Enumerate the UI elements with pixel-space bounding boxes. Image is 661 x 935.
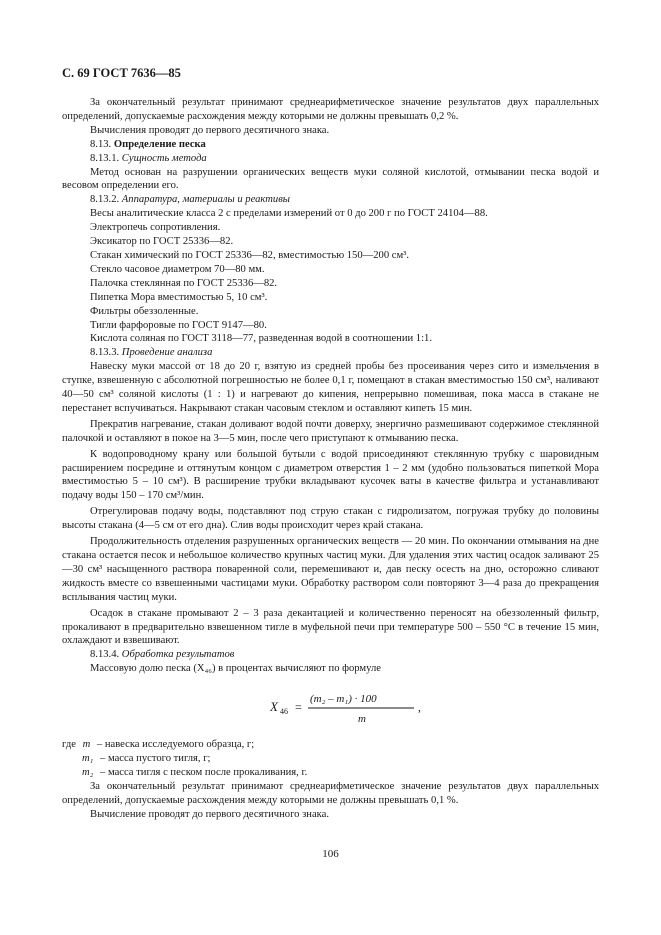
section-number: 8.13. <box>90 138 112 150</box>
section-8-13-2-heading <box>62 193 599 207</box>
formula-intro: Массовую долю песка (X₄₆) в процентах вычисляют по формуле <box>90 663 381 675</box>
paragraph-result: За окончательный результат принимают среднеарифметическое значение результатов двух параллельных определений, допускаемые расхождения между которыми не должны превышать 0,2 %. <box>62 97 599 122</box>
formula-denominator: m <box>358 713 366 726</box>
equipment-item: Стекло часовое диаметром 70—80 мм. <box>90 263 265 275</box>
equipment-item: Фильтры обеззоленные. <box>90 305 199 317</box>
section-title: Определение песка <box>113 138 206 150</box>
equipment-item: Электропечь сопротивления. <box>90 222 221 234</box>
legend-text: – масса тигля с песком после прокаливания, г. <box>100 766 308 778</box>
analysis-paragraph: Продолжительность отделения разрушенных органических веществ — 20 мин. По окончании отмывания на дне стакана остается песок и небольшое количество крупных частиц муки. Для удаления этих частиц осадок заливают 25—30 см³ насыщенного раствора поваренной соли, перемешивают и, дав песку осесть на дно, осторожно сливают жидкость вместе со взвешенными частицами муки. Обработку раствором соли повторяют 3—4 раза до прекращения всплывания частиц муки. <box>62 536 599 603</box>
page-header: С. 69 ГОСТ 7636—85 <box>62 66 181 80</box>
sand-formula <box>62 684 599 728</box>
legend-prefix: где <box>62 739 76 751</box>
section-number: 8.13.2. <box>90 194 120 206</box>
formula-numerator: (m₂ – m₁) · 100 <box>310 693 377 706</box>
paragraph-final-calculation: Вычисление проводят до первого десятичного знака. <box>90 808 329 820</box>
analysis-paragraph: Осадок в стакане промывают 2 – 3 раза декантацией и количественно переносят на обеззоленный фильтр, прокаливают в предварительно взвешенном тигле в муфельной печи при температуре 500 – 550 °С в течение 15 мин, охлаждают и взвешивают. <box>62 607 599 647</box>
equipment-item: Стакан химический по ГОСТ 25336—82, вместимостью 150—200 см³. <box>90 249 410 261</box>
legend-symbol: m₂ <box>82 766 94 778</box>
legend-text: – навеска исследуемого образца, г; <box>96 739 255 751</box>
page-number: 106 <box>322 848 339 860</box>
formula-legend <box>62 738 599 780</box>
legend-row <box>62 738 599 752</box>
equipment-list <box>62 207 599 346</box>
section-title: Проведение анализа <box>121 347 213 359</box>
formula-graphic <box>62 684 599 728</box>
method-paragraph: Метод основан на разрушении органических веществ муки соляной кислотой, отмывании песка водой и весовом определении его. <box>62 166 599 192</box>
equipment-item: Палочка стеклянная по ГОСТ 25336—82. <box>90 277 278 289</box>
formula-equals: = <box>295 700 302 715</box>
analysis-paragraph: Прекратив нагревание, стакан доливают водой почти доверху, энергично размешивают содержимое стеклянной палочкой и оставляют в покое на 3—5 мин, после чего приступают к отмыванию песка. <box>62 418 599 444</box>
analysis-paragraph: Навеску муки массой от 18 до 20 г, взятую из средней пробы без просеивания через сито и измельчения в ступке, взвешенную с абсолютной погрешностью не более 0,1 г, помещают в стакан вместимостью 150 см³, наливают 40—50 см³ соляной кислоты (1 : 1) и нагревают до кипения, непрерывно помешивая, пока масса в стакане не перестанет вспучиваться. Накрывают стакан часовым стеклом и оставляют кипеть 15 мин. <box>62 361 599 414</box>
section-title: Сущность метода <box>121 152 207 164</box>
section-number: 8.13.3. <box>90 347 120 359</box>
page-body <box>62 96 599 822</box>
paragraph-calculation: Вычисления проводят до первого десятичного знака. <box>90 124 330 136</box>
legend-row <box>62 752 599 766</box>
equipment-item: Кислота соляная по ГОСТ 3118—77, разведенная водой в соотношении 1:1. <box>90 333 432 345</box>
section-8-13-1-heading <box>62 152 599 166</box>
legend-row <box>62 766 599 780</box>
section-number: 8.13.4. <box>90 649 120 661</box>
section-number: 8.13.1. <box>90 152 120 164</box>
paragraph-final-result: За окончательный результат принимают среднеарифметическое значение результатов двух параллельных определений, допускаемые расхождения между которыми не должны превышать 0,1 %. <box>62 780 599 806</box>
section-title: Обработка результатов <box>121 649 235 661</box>
legend-symbol: m₁ <box>82 753 94 765</box>
equipment-item: Тигли фарфоровые по ГОСТ 9147—80. <box>90 319 267 331</box>
section-title: Аппаратура, материалы и реактивы <box>121 194 290 206</box>
formula-lhs: X <box>270 699 278 715</box>
legend-symbol: m <box>82 739 91 751</box>
analysis-paragraph: К водопроводному крану или большой бутыли с водой присоединяют стеклянную трубку с шаровидным расширением посредине и оттянутым концом с диаметром отверстия 1 – 2 мм (удобно пользоваться пипеткой Мора вместимостью 5 – 10 см³). В расширение трубки вкладывают кусочек ваты в качестве фильтра и устанавливают подачу воды 150 – 170 см³/мин. <box>62 448 599 502</box>
section-8-13-4-heading <box>62 648 599 662</box>
equipment-item: Пипетка Мора вместимостью 5, 10 см³. <box>90 291 268 303</box>
equipment-item: Весы аналитические класса 2 с пределами измерений от 0 до 200 г по ГОСТ 24104—88. <box>90 208 488 220</box>
section-8-13-3-heading <box>62 346 599 360</box>
formula-tail: , <box>418 700 421 715</box>
section-8-13-heading <box>62 138 599 152</box>
legend-text: – масса пустого тигля, г; <box>100 753 211 765</box>
analysis-paragraph: Отрегулировав подачу воды, подставляют под струю стакан с гидролизатом, погружая трубку до половины высоты стакана (4—5 см от его дна). Слив воды происходит через край стакана. <box>62 506 599 532</box>
formula-lhs-subscript: 46 <box>280 707 288 717</box>
equipment-item: Эксикатор по ГОСТ 25336—82. <box>90 236 234 248</box>
